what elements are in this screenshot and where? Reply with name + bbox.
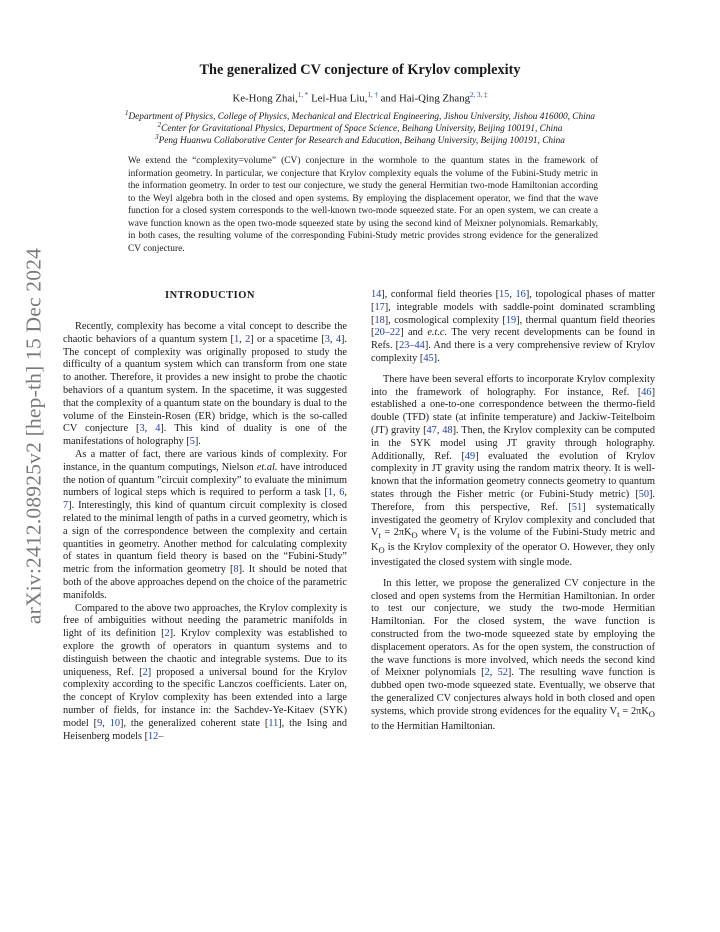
abstract: We extend the “complexity=volume” (CV) conjecture in the wormhole to the quantum states in the framework of information geometry. In particular, we conjecture that Krylov complexity equals the volume of the Fubini-Study metric in the information geometry. In order to test our conjecture, we study the general Hermitian two-mode Hamiltonian according to the Weyl algebra both in the closed and open systems. By employing the displacement operator, we find that the wave function for a closed system corresponds to the well-known two-mode squeezed state. For an open system, we can create a wave function known as the open two-mode squeezed state by using the second kind of Meixner polynomials. Remarkably, in both cases, the resulting volume of the corresponding Fubini-Study metric provides strong evidence for the generalized CV conjecture. xyxy=(128,156,598,254)
author-affiliation-mark[interactable]: 2, 3, ‡ xyxy=(470,91,488,99)
citation-link[interactable]: 45 xyxy=(423,352,434,364)
citation-link[interactable]: 5 xyxy=(189,436,195,448)
citation-link[interactable]: 7 xyxy=(63,500,69,512)
citation-link[interactable]: 9 xyxy=(97,717,103,729)
citation-link[interactable]: 49 xyxy=(464,450,476,462)
author-name: Hai-Qing Zhang xyxy=(398,92,470,105)
paragraph: 14], conformal field theories [15, 16], topological phases of matter [17], integrable models with saddle-point dominated scrambling [18], cosmological complexity [19], thermal quantum field theories [20–22] and e.t.c. The very recent developments can be found in Refs. [23–44]. And there is a very comprehensive review of Krylov complexity [45]. xyxy=(371,289,656,364)
arxiv-sidebar xyxy=(20,226,48,646)
paragraph: As a matter of fact, there are various kinds of complexity. For instance, in the quantum computings, Nielson et.al. have introduced the notion of quantum ”circuit complexity” to evaluate the minimum numbers of logical steps which is required to perform a task [1, 6, 7]. Interestingly, this kind of quantum circuit complexity is closed related to the minimal length of paths in a curved geometry, which is a sign of the correspondence between the complexity and certain quantities in geometry. Another method for calculating complexity of states in quantum field theory is based on the “Fubini-Study” metric from the information geometry [8]. It should be noted that both of the above approaches depend on the choice of the parametric manifolds. xyxy=(63,448,347,601)
citation-link[interactable]: 12– xyxy=(148,730,164,742)
citation-link[interactable]: 17 xyxy=(374,301,385,313)
citation-link[interactable]: 19 xyxy=(505,314,517,326)
paragraph: In this letter, we propose the generalized CV conjecture in the closed and open systems from the Hermitian Hamiltonian. In order to test our conjecture, we study the two-mode Hermitian Hamiltonian. For the closed system, the wave function is constructed from the two-mode squeezed state by employing the displacement operators. As for the open system, the construction of the wave functions is more involved, which needs the second kind of Meixner polynomials [2, 52]. The resulting wave function is dubbed open two-mode squeezed state. Eventually, we observe that the generalized CV conjectures always hold in both closed and open systems, which provide strong evidences for the equality $V_t = 2\pi K_O$ to the Hermitian Hamiltonian. xyxy=(371,577,655,732)
citation-link[interactable]: 52 xyxy=(497,667,508,679)
citation-link[interactable]: 4 xyxy=(335,333,341,345)
affiliation: $^3$Peng Huanwu Collaborative Center for Research and Education, Beihang University, Beijing 100191, China xyxy=(155,133,565,147)
paragraph: There have been several efforts to incorporate Krylov complexity into the framework of holography. For instance, Ref. [46] established a one-to-one correspondence between the thermo-field double (TFD) state (at infinite temperature) and Jackiw-Teitelboim (JT) gravity [47, 48]. Then, the Krylov complexity can be computed in the SYK model using JT gravity through holography. Additionally, Ref. [49] evaluated the evolution of Krylov complexity in JT gravity using the random matrix theory. It is well-known that the information geometry connects geometry to quantum states through the Fisher metric (or Fubini-Study metric) [50]. Therefore, from this perspective, Ref. [51] systematically investigated the geometry of Krylov complexity and concluded that $V_t = 2\pi K_O$ where $V_t$ is the volume of the Fubini-Study metric and $K_O$ is the Krylov complexity of the operator O. However, they only investigated the closed system with single mode. xyxy=(371,373,655,569)
author-affiliation-mark[interactable]: 1, † xyxy=(367,91,378,99)
citation-link[interactable]: 11 xyxy=(268,717,279,729)
citation-link[interactable]: 46 xyxy=(641,386,652,398)
arxiv-identifier: arXiv:2412.08925v2 [hep-th] 15 Dec 2024 xyxy=(21,247,46,625)
citation-link[interactable]: 3 xyxy=(139,423,145,435)
author-line xyxy=(0,91,720,105)
author-name: Lei-Hua Liu, xyxy=(311,92,368,105)
citation-link[interactable]: 1 xyxy=(327,487,334,499)
citation-link[interactable]: 6 xyxy=(339,487,345,499)
citation-link[interactable]: 4 xyxy=(155,423,161,435)
citation-link[interactable]: 8 xyxy=(233,564,239,576)
citation-link[interactable]: 2 xyxy=(164,628,170,640)
citation-link[interactable]: 3 xyxy=(324,333,330,345)
affiliation: $^1$Department of Physics, College of Physics, Mechanical and Electrical Engineering, Jishou University, Jishou 416000, China xyxy=(124,109,596,123)
right-column xyxy=(371,289,655,733)
author-conjunction: and xyxy=(380,92,397,105)
citation-link[interactable]: 16 xyxy=(515,289,526,300)
citation-link[interactable]: 18 xyxy=(374,314,385,326)
citation-link[interactable]: 50 xyxy=(638,488,649,500)
author-affiliation-mark[interactable]: 1, * xyxy=(297,91,309,99)
citation-link[interactable]: 14 xyxy=(371,289,382,300)
citation-link[interactable]: 51 xyxy=(571,501,583,513)
citation-link[interactable]: 47 xyxy=(426,424,437,436)
citation-link[interactable]: 48 xyxy=(442,424,453,436)
left-column xyxy=(63,321,347,743)
citation-link[interactable]: 2 xyxy=(245,333,251,345)
paragraph: Recently, complexity has become a vital concept to describe the chaotic behaviors of a quantum system [1, 2] or a spacetime [3, 4]. The concept of complexity was originally proposed to study the difficulty of a quantum system which can transform from one state to another. Therefore, it provides a new insight to probe the chaotic behaviors of a quantum system. In the spacetime, it was suggested that the complexity of a quantum state on the boundary is dual to the volume of the Einstein-Rosen (ER) bridge, which is the so-called CV conjecture [3, 4]. This kind of duality is one of the manifestations of holography [5]. xyxy=(63,321,348,448)
citation-link[interactable]: 2 xyxy=(484,667,490,679)
citation-link[interactable]: 1 xyxy=(234,333,240,345)
section-heading: INTRODUCTION xyxy=(164,290,255,301)
author-name: Ke-Hong Zhai, xyxy=(232,92,298,105)
paper-title: The generalized CV conjecture of Krylov complexity xyxy=(199,62,521,78)
paragraph: Compared to the above two approaches, the Krylov complexity is free of ambiguities without needing the parametric manifolds in light of its definition [2]. Krylov complexity was established to explore the growth of operators in quantum systems and to distinguish between the chaotic and integrable systems. Due to its uniqueness, Ref. [2] proposed a universal bound for the Krylov complexity according to the specific Lanczos coefficients. Later on, the concept of Krylov complexity has been extended into a large number of fields, for instance in: the Sachdev-Ye-Kitaev (SYK) model [9, 10], the generalized coherent state [11], the Ising and Heisenberg models [12– xyxy=(63,602,347,742)
citation-link[interactable]: 15 xyxy=(499,289,510,300)
citation-link[interactable]: 20–22 xyxy=(374,327,401,339)
citation-link[interactable]: 23–44 xyxy=(399,340,425,352)
citation-link[interactable]: 2 xyxy=(142,666,148,678)
affiliation: $^2$Center for Gravitational Physics, Department of Space Science, Beihang University, Beijing 100191, China xyxy=(157,121,563,135)
citation-link[interactable]: 10 xyxy=(109,717,121,729)
